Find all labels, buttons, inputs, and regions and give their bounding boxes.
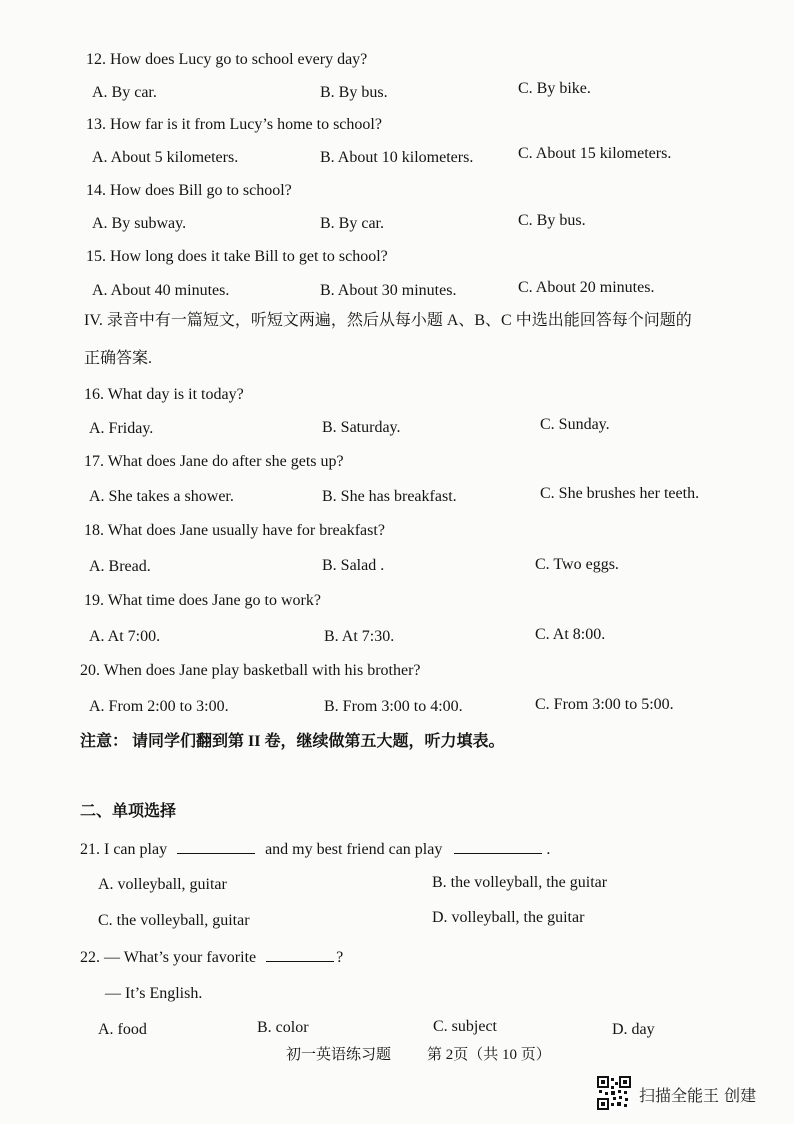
q22-stem-end: ? (336, 949, 344, 966)
q14-option-b: B. By car. (320, 215, 384, 232)
q13-option-b: B. About 10 kilometers. (320, 149, 474, 166)
q16-option-c: C. Sunday. (540, 416, 610, 433)
question-14: 14. How does Bill go to school? (86, 182, 292, 199)
question-19: 19. What time does Jane go to work? (84, 592, 321, 609)
scanner-watermark: 扫描全能王 创建 (639, 1086, 757, 1105)
q18-option-c: C. Two eggs. (535, 556, 619, 573)
q22-blank (266, 947, 334, 962)
q14-option-a: A. By subway. (92, 215, 187, 232)
section-4-title-cont: 正确答案. (84, 350, 153, 367)
footer-title: 初一英语练习题 (286, 1047, 392, 1063)
section-2-title: 二、单项选择 (80, 803, 177, 820)
q22-option-c: C. subject (433, 1018, 497, 1035)
q21-blank-2 (454, 839, 542, 854)
q21-blank-1 (177, 839, 255, 854)
q21-stem-start: 21. I can play (80, 841, 168, 858)
q22-reply: — It’s English. (105, 985, 203, 1002)
q13-option-a: A. About 5 kilometers. (92, 149, 239, 166)
q18-option-a: A. Bread. (89, 558, 151, 575)
q15-option-b: B. About 30 minutes. (320, 282, 457, 299)
question-22 (80, 947, 343, 968)
q20-option-b: B. From 3:00 to 4:00. (324, 698, 463, 715)
section-4-title: IV. 录音中有一篇短文，听短文两遍，然后从每小题 A、B、C 中选出能回答每个问题的 (84, 312, 692, 329)
notice-text: 注意： 请同学们翻到第 II 卷，继续做第五大题，听力填表。 (80, 733, 505, 750)
q22-option-a: A. food (98, 1021, 147, 1038)
question-21 (80, 839, 550, 860)
q13-option-c: C. About 15 kilometers. (518, 145, 672, 162)
q15-option-a: A. About 40 minutes. (92, 282, 230, 299)
q12-option-b: B. By bus. (320, 84, 388, 101)
q21-stem-middle: and my best friend can play (265, 841, 443, 858)
q16-option-b: B. Saturday. (322, 419, 401, 436)
q12-option-c: C. By bike. (518, 80, 591, 97)
question-13: 13. How far is it from Lucy’s home to school? (86, 116, 382, 133)
q19-option-a: A. At 7:00. (89, 628, 161, 645)
q21-option-a: A. volleyball, guitar (98, 876, 227, 893)
q12-option-a: A. By car. (92, 84, 157, 101)
q22-option-d: D. day (612, 1021, 655, 1038)
qr-code-icon (597, 1076, 631, 1110)
q14-option-c: C. By bus. (518, 212, 586, 229)
question-18: 18. What does Jane usually have for breakfast? (84, 522, 385, 539)
q21-option-c: C. the volleyball, guitar (98, 912, 250, 929)
q15-option-c: C. About 20 minutes. (518, 279, 655, 296)
q18-option-b: B. Salad . (322, 557, 385, 574)
q22-stem-start: 22. — What’s your favorite (80, 949, 257, 966)
question-12: 12. How does Lucy go to school every day? (86, 51, 368, 68)
q21-stem-end: . (546, 841, 551, 858)
question-17: 17. What does Jane do after she gets up? (84, 453, 344, 470)
q19-option-c: C. At 8:00. (535, 626, 606, 643)
q21-option-b: B. the volleyball, the guitar (432, 874, 608, 891)
q16-option-a: A. Friday. (89, 420, 154, 437)
q22-option-b: B. color (257, 1019, 309, 1036)
footer-page-number: 第 2页（共 10 页） (427, 1047, 551, 1063)
question-15: 15. How long does it take Bill to get to school? (86, 248, 388, 265)
q19-option-b: B. At 7:30. (324, 628, 395, 645)
question-16: 16. What day is it today? (84, 386, 244, 403)
question-20: 20. When does Jane play basketball with his brother? (80, 662, 421, 679)
q20-option-a: A. From 2:00 to 3:00. (89, 698, 229, 715)
q17-option-c: C. She brushes her teeth. (540, 485, 700, 502)
q21-option-d: D. volleyball, the guitar (432, 909, 585, 926)
q17-option-a: A. She takes a shower. (89, 488, 234, 505)
q17-option-b: B. She has breakfast. (322, 488, 457, 505)
q20-option-c: C. From 3:00 to 5:00. (535, 696, 674, 713)
